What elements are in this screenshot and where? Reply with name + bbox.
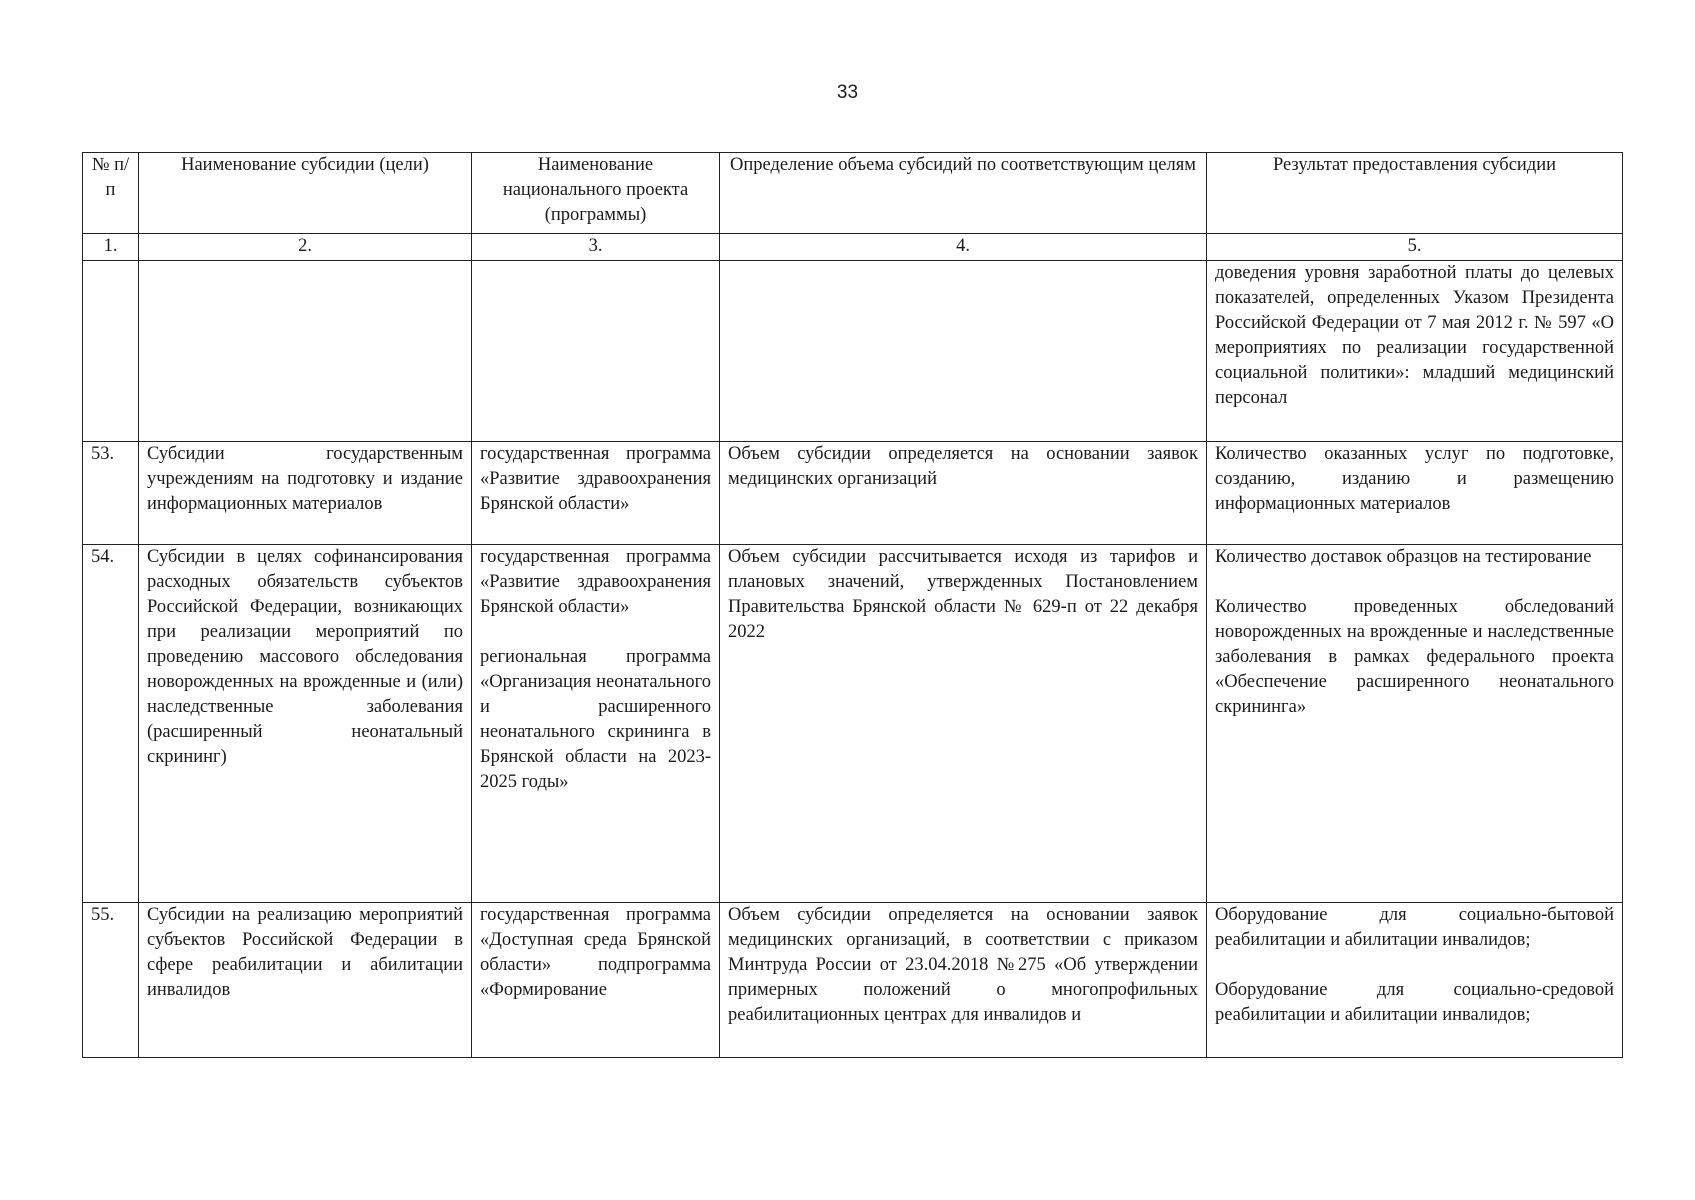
header-num: № п/п (83, 153, 139, 234)
column-number-row (83, 234, 1623, 261)
header-subsidy-name: Наименование субсидии (цели) (139, 153, 472, 234)
result-text-2: Оборудование для социально-средовой реабилитации и абилитации инвалидов; (1215, 980, 1614, 1025)
table-header-row (83, 153, 1623, 234)
column-number: 2. (139, 234, 472, 261)
header-result: Результат предоставления субсидии (1207, 153, 1623, 234)
result-text-2: Количество проведенных обследований новорожденных на врожденные и наследственные заболевания в рамках федерального проекта «Обеспечение расширенного неонатального скрининга» (1215, 597, 1614, 717)
project-cell: государственная программа «Доступная среда Брянской области» подпрограмма «Формирование (472, 903, 720, 1058)
volume-cell: Объем субсидии определяется на основании заявок медицинских организаций (720, 442, 1207, 545)
result-cell: доведения уровня заработной платы до целевых показателей, определенных Указом Президента Российской Федерации от 7 мая 2012 г. № 597 «О мероприятиях по реализации государственной социальной политики»: младший медицинский персонал (1207, 261, 1623, 442)
header-national-project: Наименование национального проекта (программы) (472, 153, 720, 234)
project-cell (472, 545, 720, 903)
subsidies-table (82, 152, 1623, 1058)
row-number: 53. (83, 442, 139, 545)
project-cell (472, 261, 720, 442)
column-number: 4. (720, 234, 1207, 261)
project-cell: государственная программа «Развитие здравоохранения Брянской области» (472, 442, 720, 545)
column-number: 3. (472, 234, 720, 261)
column-number: 5. (1207, 234, 1623, 261)
volume-cell: Объем субсидии определяется на основании заявок медицинских организаций, в соответствии с приказом Минтруда России от 23.04.2018 №275 «Об утверждении примерных положений о многопрофильных реабилитационных центрах для инвалидов и (720, 903, 1207, 1058)
subsidy-name-cell: Субсидии на реализацию мероприятий субъектов Российской Федерации в сфере реабилитации и абилитации инвалидов (139, 903, 472, 1058)
result-cell: Количество оказанных услуг по подготовке, созданию, изданию и размещению информационных материалов (1207, 442, 1623, 545)
row-number (83, 261, 139, 442)
project-text-regional: региональная программа «Организация неонатального и расширенного неонатального скрининга в Брянской области на 2023-2025 годы» (480, 647, 711, 792)
result-text: Количество доставок образцов на тестирование (1215, 547, 1592, 567)
result-text: Оборудование для социально-бытовой реабилитации и абилитации инвалидов; (1215, 905, 1614, 950)
row-number: 54. (83, 545, 139, 903)
table-row-55 (83, 903, 1623, 1058)
table-row-continuation (83, 261, 1623, 442)
result-cell (1207, 545, 1623, 903)
subsidy-name-cell: Субсидии государственным учреждениям на подготовку и издание информационных материалов (139, 442, 472, 545)
table-row-54 (83, 545, 1623, 903)
row-number: 55. (83, 903, 139, 1058)
volume-cell: Объем субсидии рассчитывается исходя из тарифов и плановых значений, утвержденных Постановлением Правительства Брянской области № 629-п от 22 декабря 2022 (720, 545, 1207, 903)
subsidy-name-cell (139, 261, 472, 442)
column-number: 1. (83, 234, 139, 261)
table-row-53 (83, 442, 1623, 545)
project-text: государственная программа «Развитие здравоохранения Брянской области» (480, 547, 711, 617)
volume-cell (720, 261, 1207, 442)
header-volume-definition: Определение объема субсидий по соответствующим целям (720, 153, 1207, 234)
subsidy-name-cell: Субсидии в целях софинансирования расходных обязательств субъектов Российской Федерации, возникающих при реализации мероприятий по проведению массового обследования новорожденных на врожденные и (или) наследственные заболевания (расширенный неонатальный скрининг) (139, 545, 472, 903)
page-number: 33 (836, 82, 859, 103)
result-cell (1207, 903, 1623, 1058)
